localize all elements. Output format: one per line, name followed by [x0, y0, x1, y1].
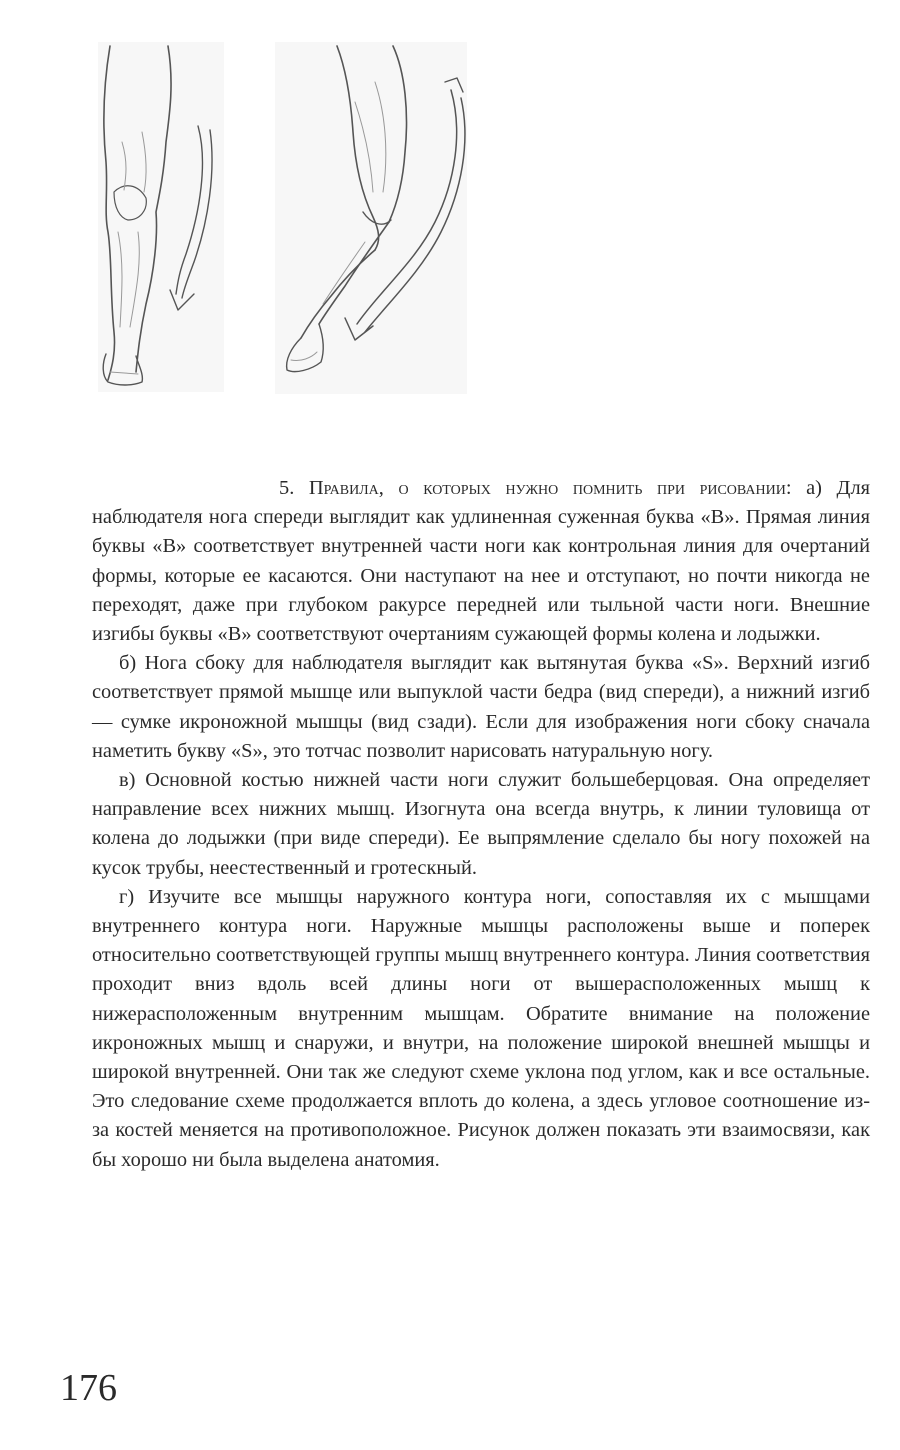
leg-side-view-sketch: [275, 42, 467, 394]
rule-paragraph-d: г) Изучите все мышцы наружного контура ноги, сопоставляя их с мышцами внутреннего контура ноги. Наружные мышцы расположены выше и поперек относительно соответствующей группы мышц внутреннего контура. Линия соответствия проходит вниз вдоль всей длины ноги от вышерасположенных мышц к нижерасположенным внутренним мышцам. Обратите внимание на положение икроножных мышц и снаружи, и внутри, на положение широкой внешней мышцы и широкой внутренней. Они так же следуют схеме уклона под углом, как и все остальные. Это следование схеме продолжается вплоть до колена, а здесь угловое соотношение из-за костей меняется на противоположное. Рисунок должен показать эти взаимосвязи, как бы хорошо ни была выделена анатомия.: [92, 885, 870, 1171]
leg-side-view-illustration: [275, 42, 467, 394]
rule-paragraph-c: в) Основной костью нижней части ноги служит большеберцовая. Она определяет направление всех нижних мышц. Изогнута она всегда внутрь, к линии туловища от колена до лодыжки (при виде спереди). Ее выпрямление сделало бы ногу похожей на кусок трубы, неестественный и гротескный.: [92, 769, 870, 879]
page-number: 176: [60, 1367, 117, 1409]
rules-heading: 5. Правила, о которых нужно помнить при рисовании:: [279, 477, 792, 499]
rules-text: [92, 474, 870, 1175]
rule-a-text: а) Для наблюдателя нога спереди выглядит как удлиненная суженная буква «В». Прямая линия буквы «В» соответствует внутренней части ноги как контрольная линия для очертаний формы, которые ее касаются. Они наступают на нее и отступают, но почти никогда не переходят, даже при глубоком ракурсе передней или тыльной части ноги. Внешние изгибы буквы «В» соответствуют очертаниям сужающей формы колена и лодыжки.: [92, 477, 870, 646]
rule-paragraph-a: [92, 474, 870, 649]
rule-paragraph-b: б) Нога сбоку для наблюдателя выглядит как вытянутая буква «S». Верхний изгиб соответствует прямой мышце или выпуклой части бедра (вид спереди), а нижний изгиб — сумке икроножной мышцы (вид сзади). Если для изображения ноги сбоку сначала наметить букву «S», это тотчас позволит нарисовать натуральную ногу.: [92, 652, 870, 762]
leg-front-view-sketch: [98, 42, 224, 392]
leg-front-view-illustration: [98, 42, 224, 392]
